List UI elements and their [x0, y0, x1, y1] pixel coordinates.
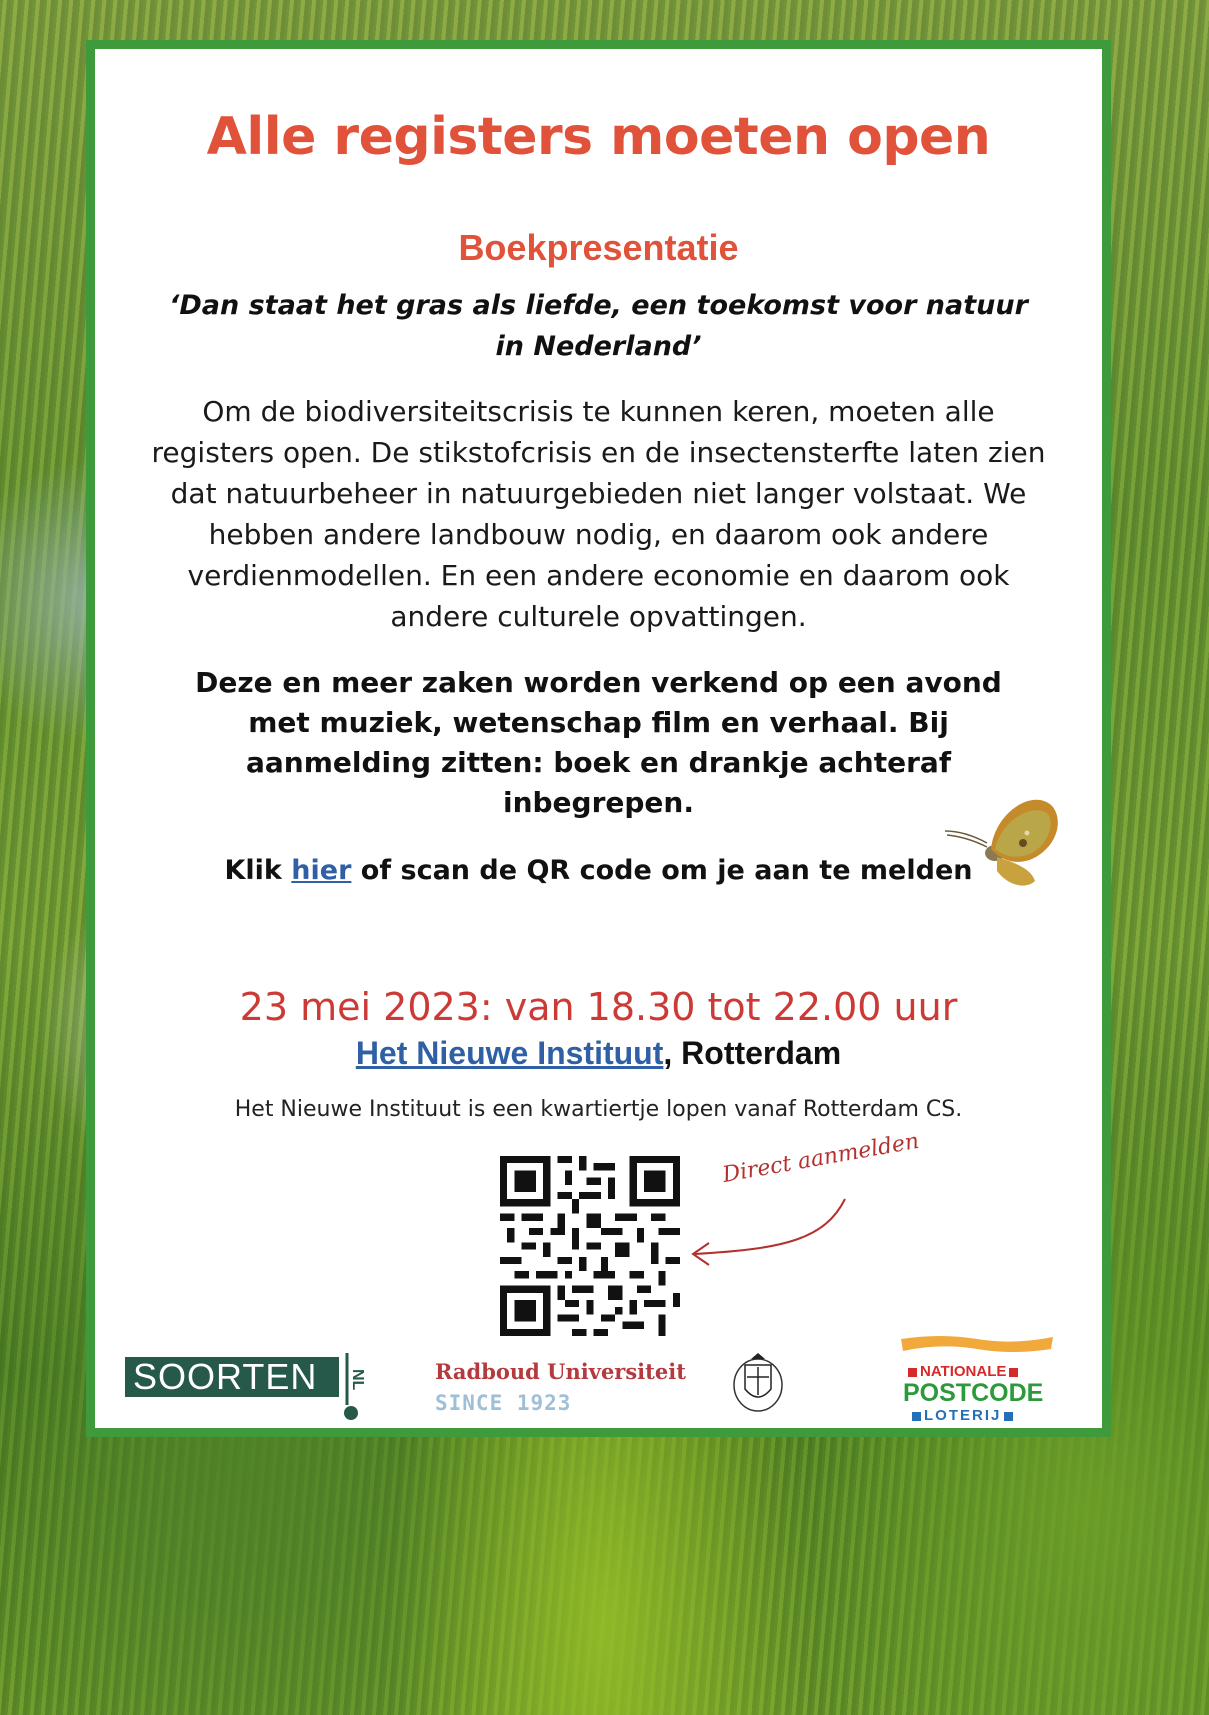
- soorten-logo-text: SOORTEN: [133, 1356, 318, 1397]
- radboud-logo: [435, 1349, 785, 1429]
- event-venue: [95, 1035, 1102, 1072]
- signup-link[interactable]: hier: [291, 855, 352, 886]
- soorten-nl-logo: [125, 1347, 375, 1421]
- arrow-icon: [675, 1159, 915, 1279]
- book-title: ‘Dan staat het gras als liefde, een toekomst voor natuur in Nederland’: [169, 290, 1028, 362]
- ribbon-icon: [901, 1333, 1053, 1353]
- event-description: Deze en meer zaken worden verkend op een avond met muziek, wetenschap film en verhaal. Bij aanmelding zitten: boek en drankje achteraf inbegrepen.: [195, 666, 1002, 819]
- cta-prefix: Klik: [224, 855, 292, 886]
- venue-link[interactable]: Het Nieuwe Instituut: [355, 1035, 664, 1071]
- university-crest-icon: [731, 1349, 785, 1417]
- event-date: 23 mei 2023: van 18.30 tot 22.00 uur: [239, 985, 958, 1029]
- subtitle: Boekpresentatie: [458, 227, 739, 268]
- travel-note: Het Nieuwe Instituut is een kwartiertje lopen vanaf Rotterdam CS.: [234, 1097, 963, 1122]
- postcode-line2: POSTCODE: [903, 1379, 1044, 1407]
- soorten-nl-text: NL: [349, 1369, 366, 1391]
- qr-code[interactable]: [500, 1156, 680, 1336]
- radboud-since: SINCE 1923: [435, 1391, 572, 1415]
- postcode-line1: NATIONALE: [905, 1363, 1021, 1380]
- flyer-card: [86, 40, 1111, 1437]
- signup-instruction: [95, 855, 1102, 886]
- soorten-nl-mark-icon: [343, 1347, 375, 1421]
- page-title: Alle registers moeten open: [206, 107, 991, 167]
- postcode-line3: LOTERIJ: [909, 1407, 1016, 1424]
- postcode-loterij-logo: [895, 1325, 1059, 1433]
- venue-city: , Rotterdam: [663, 1035, 842, 1071]
- qr-callout-label: Direct aanmelden: [720, 1128, 921, 1188]
- intro-paragraph: Om de biodiversiteitscrisis te kunnen keren, moeten alle registers open. De stikstofcrisis en de insectensterfte laten zien dat natuurbeheer in natuurgebieden niet langer volstaat. We hebben andere landbouw nodig, en daarom ook andere verdienmodellen. En een andere economie en daarom ook andere culturele opvattingen.: [151, 395, 1046, 633]
- radboud-name: Radboud Universiteit: [435, 1359, 686, 1384]
- cta-suffix: of scan de QR code om je aan te melden: [351, 855, 973, 886]
